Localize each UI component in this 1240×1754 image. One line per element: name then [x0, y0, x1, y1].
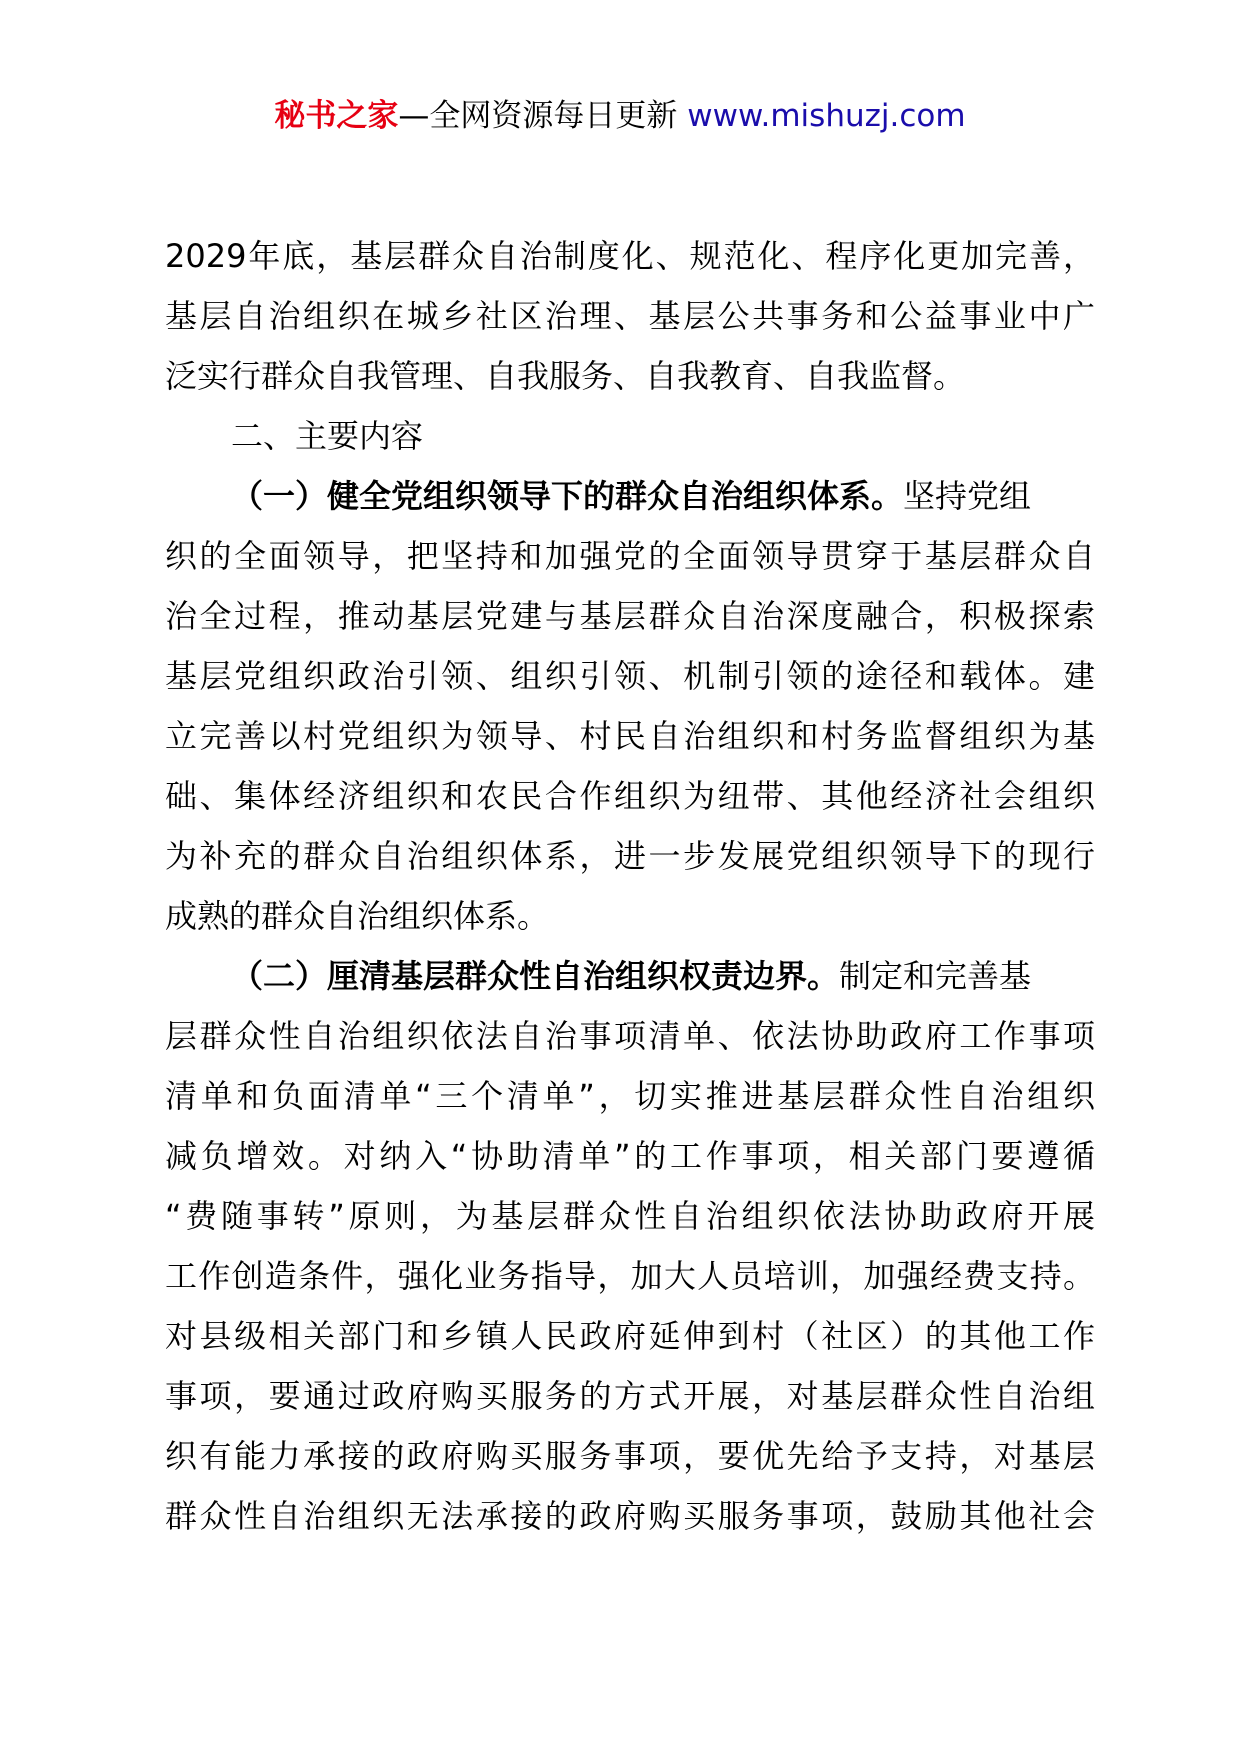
text-line: 2029年底，基层群众自治制度化、规范化、程序化更加完善，	[165, 237, 1095, 275]
document-body	[165, 226, 1095, 1546]
text-line: 事项，要通过政府购买服务的方式开展，对基层群众性自治组	[165, 1377, 1095, 1415]
paragraph-2-first-line	[165, 946, 1095, 1006]
text-line: 工作创造条件，强化业务指导，加大人员培训，加强经费支持。	[165, 1257, 1095, 1295]
text-line: 清单和负面清单“三个清单”，切实推进基层群众性自治组织	[165, 1077, 1095, 1115]
paragraph-1-first-line	[165, 466, 1095, 526]
text-run: 坚持党组	[903, 477, 1032, 515]
text-line: 础、集体经济组织和农民合作组织为纽带、其他经济社会组织	[165, 777, 1095, 815]
brand-name: 秘书之家	[274, 98, 399, 134]
website-link[interactable]: www.mishuzj.com	[687, 98, 966, 134]
text-line: 成熟的群众自治组织体系。	[165, 897, 550, 935]
text-line: “费随事转”原则，为基层群众性自治组织依法协助政府开展	[165, 1197, 1095, 1235]
text-line: 为补充的群众自治组织体系，进一步发展党组织领导下的现行	[165, 837, 1095, 875]
subsection-heading-1: （一）健全党组织领导下的群众自治组织体系。	[231, 477, 904, 515]
section-heading: 二、主要内容	[231, 417, 424, 455]
text-line: 层群众性自治组织依法自治事项清单、依法协助政府工作事项	[165, 1017, 1095, 1055]
header-tagline: —全网资源每日更新	[398, 98, 688, 134]
text-line: 治全过程，推动基层党建与基层群众自治深度融合，积极探索	[165, 597, 1095, 635]
subsection-heading-2: （二）厘清基层群众性自治组织权责边界。	[231, 957, 840, 995]
text-line: 对县级相关部门和乡镇人民政府延伸到村（社区）的其他工作	[165, 1317, 1095, 1355]
text-line: 群众性自治组织无法承接的政府购买服务事项，鼓励其他社会	[165, 1497, 1095, 1535]
text-line: 立完善以村党组织为领导、村民自治组织和村务监督组织为基	[165, 717, 1095, 755]
text-line: 基层党组织政治引领、组织引领、机制引领的途径和载体。建	[165, 657, 1095, 695]
text-line: 织的全面领导，把坚持和加强党的全面领导贯穿于基层群众自	[165, 537, 1095, 575]
document-header	[0, 96, 1240, 136]
text-line: 织有能力承接的政府购买服务事项，要优先给予支持，对基层	[165, 1437, 1095, 1475]
text-line: 减负增效。对纳入“协助清单”的工作事项，相关部门要遵循	[165, 1137, 1095, 1175]
text-line: 基层自治组织在城乡社区治理、基层公共事务和公益事业中广	[165, 297, 1095, 335]
text-line: 泛实行群众自我管理、自我服务、自我教育、自我监督。	[165, 357, 966, 395]
text-run: 制定和完善基	[839, 957, 1032, 995]
